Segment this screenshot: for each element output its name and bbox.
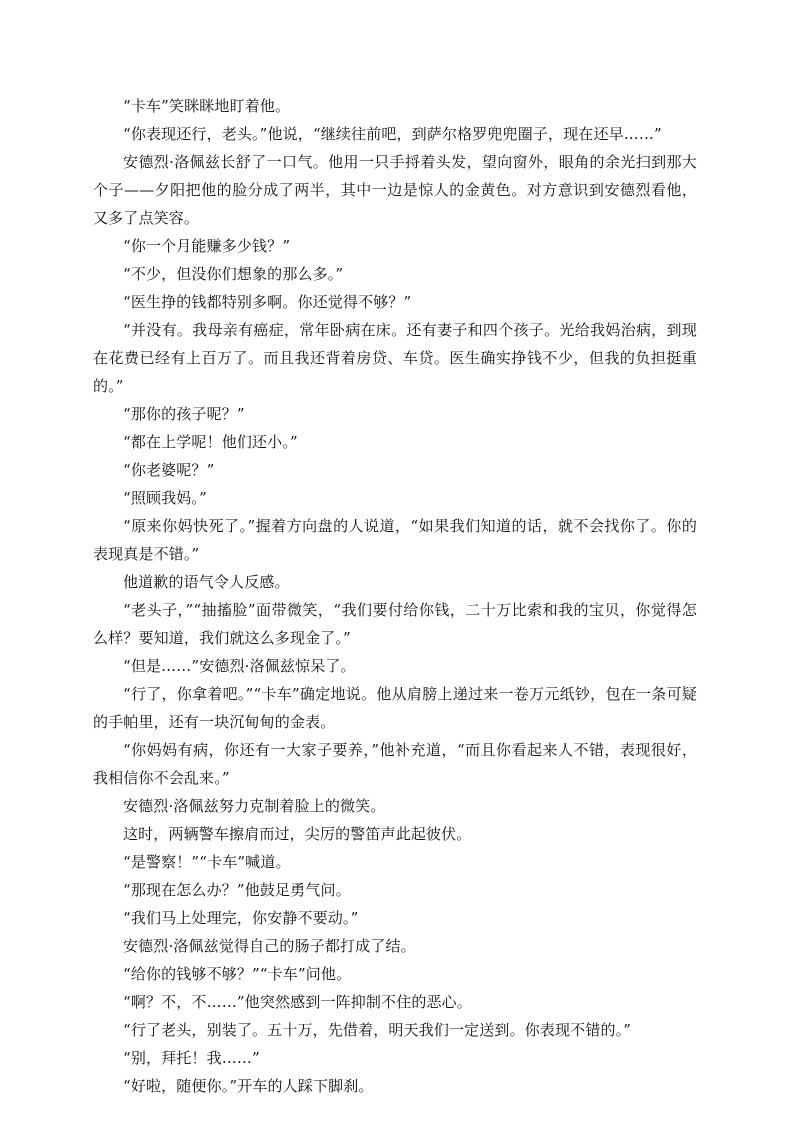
document-body bbox=[93, 92, 697, 1100]
paragraph: “照顾我妈。” bbox=[123, 489, 207, 507]
paragraph: “都在上学呢！他们还小。” bbox=[123, 433, 298, 451]
paragraph: “并没有。我母亲有癌症，常年卧病在床。还有妻子和四个孩子。光给我妈治病，到现在花费已经有上百万了。而且我还背着房贷、车贷。医生确实挣钱不少，但我的负担挺重的。” bbox=[93, 321, 697, 395]
paragraph: 安德烈·洛佩兹长舒了一口气。他用一只手捋着头发，望向窗外，眼角的余光扫到那大个子——夕阳把他的脸分成了两半，其中一边是惊人的金黄色。对方意识到安德烈看他，又多了点笑容。 bbox=[93, 153, 697, 227]
paragraph: “别，拜托！我……” bbox=[123, 1049, 260, 1067]
paragraph: “那你的孩子呢？” bbox=[123, 405, 245, 423]
paragraph: “我们马上处理完，你安静不要动。” bbox=[123, 909, 359, 927]
paragraph: 这时，两辆警车擦肩而过，尖厉的警笛声此起彼伏。 bbox=[123, 825, 472, 843]
paragraph: “啊？不，不……”他突然感到一阵抑制不住的恶心。 bbox=[123, 993, 472, 1011]
paragraph: “你老婆呢？” bbox=[123, 461, 215, 479]
paragraph: “医生挣的钱都特别多啊。你还觉得不够？” bbox=[123, 293, 412, 311]
paragraph: “行了，你拿着吧。”“卡车”确定地说。他从肩膀上递过来一卷万元纸钞，包在一条可疑的手帕里，还有一块沉甸甸的金表。 bbox=[93, 685, 697, 731]
paragraph: “那现在怎么办？”他鼓足勇气问。 bbox=[123, 881, 351, 899]
paragraph: “老头子，”“抽搐脸”面带微笑，“我们要付给你钱，二十万比索和我的宝贝，你觉得怎么样？要知道，我们就这么多现金了。” bbox=[93, 601, 697, 647]
paragraph: 他道歉的语气令人反感。 bbox=[123, 573, 290, 591]
paragraph: “行了老头，别装了。五十万，先借着，明天我们一定送到。你表现不错的。” bbox=[123, 1021, 632, 1039]
paragraph: “你妈妈有病，你还有一大家子要养，”他补充道，“而且你看起来人不错，表现很好，我相信你不会乱来。” bbox=[93, 741, 697, 787]
paragraph: “是警察！”“卡车”喊道。 bbox=[123, 853, 291, 871]
paragraph: “你一个月能赚多少钱？” bbox=[123, 237, 291, 255]
paragraph: “原来你妈快死了。”握着方向盘的人说道，“如果我们知道的话，就不会找你了。你的表现真是不错。” bbox=[93, 517, 697, 563]
paragraph: 安德烈·洛佩兹觉得自己的肠子都打成了结。 bbox=[123, 937, 416, 955]
paragraph: “你表现还行，老头。”他说，“继续往前吧，到萨尔格罗兜兜圈子，现在还早……” bbox=[123, 125, 662, 143]
paragraph: “好啦，随便你。”开车的人踩下脚刹。 bbox=[123, 1077, 374, 1095]
paragraph: “卡车”笑眯眯地盯着他。 bbox=[123, 97, 291, 115]
paragraph: “给你的钱够不够？”“卡车”问他。 bbox=[123, 965, 352, 983]
paragraph: “不少，但没你们想象的那么多。” bbox=[123, 265, 344, 283]
paragraph: 安德烈·洛佩兹努力克制着脸上的微笑。 bbox=[123, 797, 386, 815]
paragraph: “但是……”安德烈·洛佩兹惊呆了。 bbox=[123, 657, 356, 675]
